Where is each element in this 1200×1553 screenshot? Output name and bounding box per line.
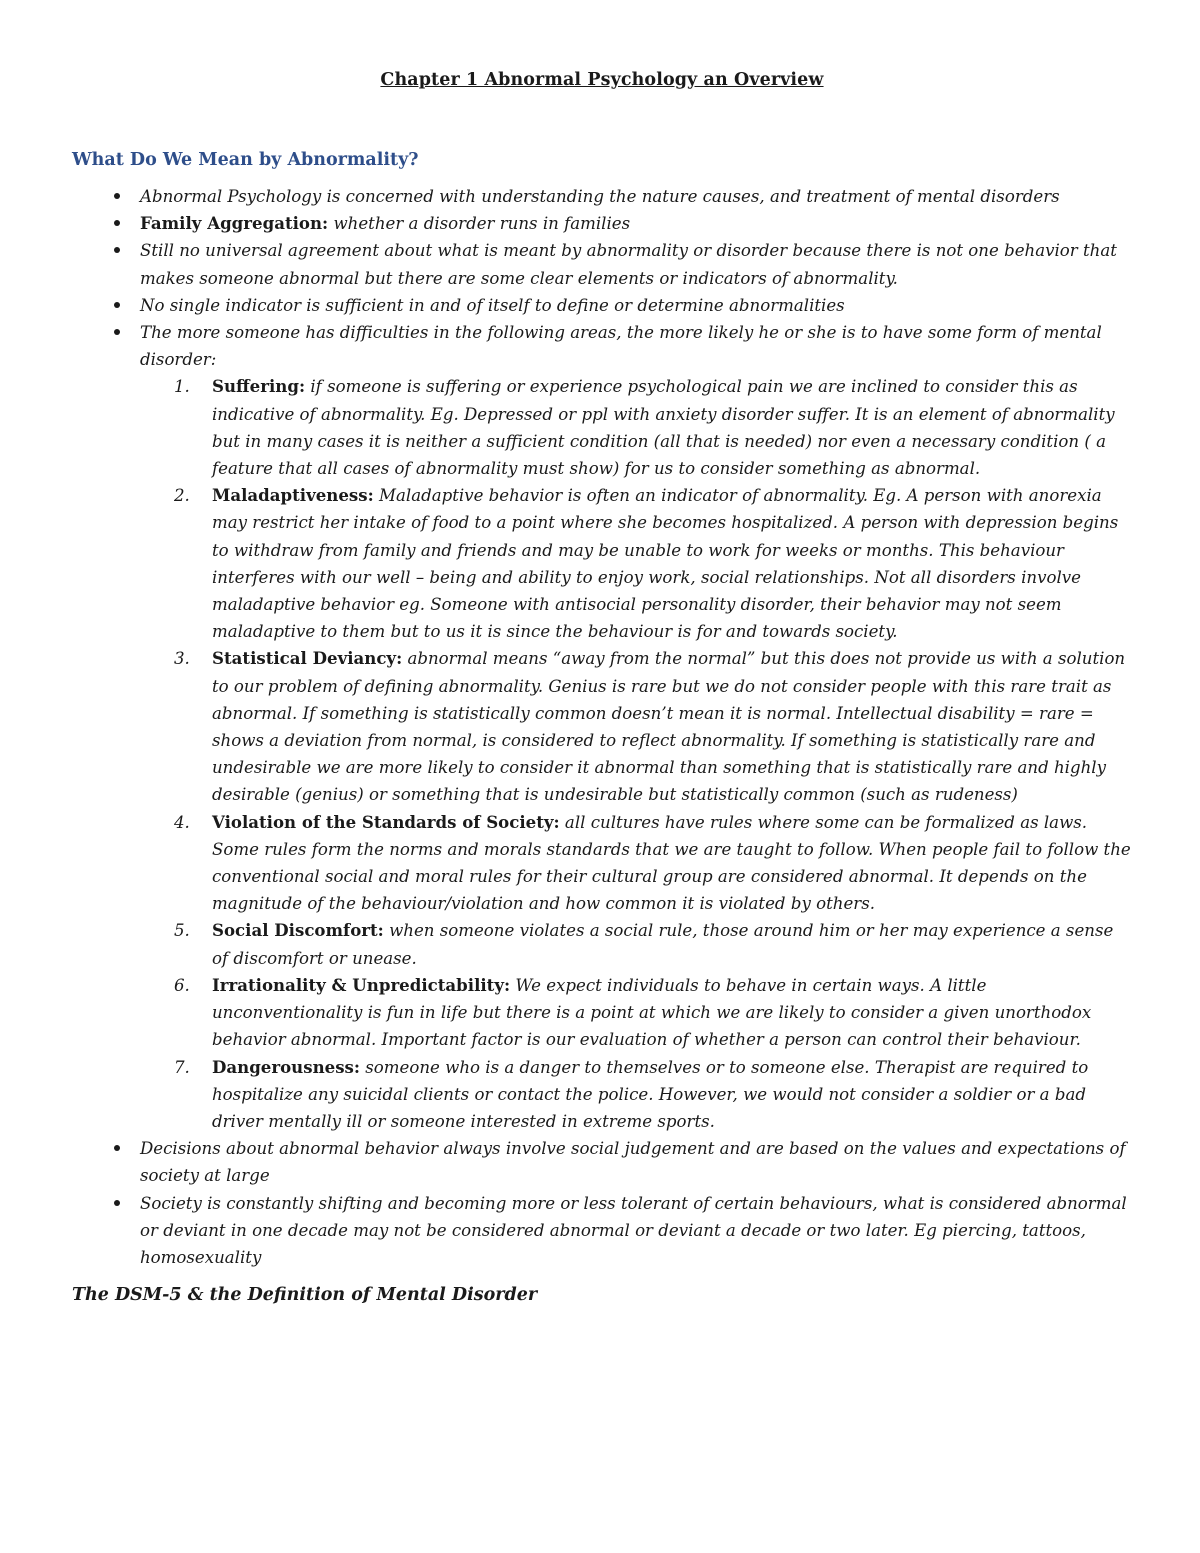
page-title: Chapter 1 Abnormal Psychology an Overview xyxy=(380,70,824,90)
bullet-text: Still no universal agreement about what is meant by abnormality or disorder because there is not one behavior that makes someone abnormal but there are some clear elements or indicators of abnormality. xyxy=(140,241,1117,288)
indicator-text: Maladaptive behavior is often an indicator of abnormality. Eg. A person with anorexia may restrict her intake of food to a point where she becomes hospitalized. A person with depression begins to withdraw from family and friends and may be unable to work for weeks or months. This behaviour interferes with our well – being and ability to enjoy work, social relationships. Not all disorders involve maladaptive behavior eg. Someone with antisocial personality disorder, their behavior may not seem maladaptive to them but to us it is since the behaviour is for and towards society. xyxy=(212,486,1119,642)
list-item xyxy=(72,183,1132,210)
indicator-term: Irrationality & Unpredictability: xyxy=(212,974,511,995)
item-number: 6. xyxy=(174,975,190,995)
indicator-term: Maladaptiveness: xyxy=(212,485,374,506)
bullet-icon xyxy=(114,302,120,308)
bullet-term: Family Aggregation: xyxy=(140,213,329,234)
bullet-text: No single indicator is sufficient in and of itself to define or determine abnormalities xyxy=(140,295,845,315)
indicator-text: We expect individuals to behave in certain ways. A little unconventionality is fun in life but there is a point at which we are likely to consider a given unorthodox behavior abnormal. Important factor is our evaluation of whether a person can control their behaviour. xyxy=(212,975,1092,1050)
bullet-icon xyxy=(114,329,120,335)
item-number: 1. xyxy=(174,377,190,397)
indicator-term: Social Discomfort: xyxy=(212,920,384,941)
list-item xyxy=(72,210,1132,237)
bullet-icon xyxy=(114,220,120,226)
bullet-icon xyxy=(114,1200,120,1206)
indicator-text: all cultures have rules where some can be formalized as laws. Some rules form the norms and morals standards that we are taught to follow. When people fail to follow the conventional social and moral rules for their cultural group are considered abnormal. It depends on the magnitude of the behaviour/violation and how common it is violated by others. xyxy=(212,812,1131,914)
item-number: 5. xyxy=(174,921,190,941)
bullet-text: Decisions about abnormal behavior always involve social judgement and are based on the values and expectations of society at large xyxy=(140,1139,1126,1186)
list-item xyxy=(72,1135,1132,1189)
indicator-term: Statistical Deviancy: xyxy=(212,648,403,669)
bullet-text: Abnormal Psychology is concerned with understanding the nature causes, and treatment of mental disorders xyxy=(140,187,1060,206)
indicator-item xyxy=(140,809,1132,918)
indicator-term: Dangerousness: xyxy=(212,1056,361,1077)
bullet-icon xyxy=(114,1145,120,1151)
indicator-text: someone who is a danger to themselves or to someone else. Therapist are required to hospitalize any suicidal clients or contact the police. However, we would not consider a soldier or a bad driver mentally ill or someone interested in extreme sports. xyxy=(212,1057,1089,1131)
indicator-item xyxy=(140,482,1132,645)
bullet-text: The more someone has difficulties in the following areas, the more likely he or she is to have some form of mental disorder: xyxy=(140,323,1102,370)
bullet-text: Society is constantly shifting and becoming more or less tolerant of certain behaviours, what is considered abnormal or deviant in one decade may not be considered abnormal or deviant a decade or two later. Eg piercing, tattoos, homosexuality xyxy=(140,1193,1127,1267)
bullet-text: whether a disorder runs in families xyxy=(328,214,631,234)
indicator-text: abnormal means “away from the normal” but this does not provide us with a solution to our problem of defining abnormality. Genius is rare but we do not consider people with this rare trait as abnormal. If something is statistically common doesn’t mean it is normal. Intellectual disability = rare = shows a deviation from normal, is considered to reflect abnormality. If something is statistically rare and undesirable we are more likely to consider it abnormal than something that is statistically rare and highly desirable (genius) or something that is undesirable but statistically common (such as rudeness) xyxy=(212,649,1126,805)
indicator-item xyxy=(140,645,1132,808)
list-item xyxy=(72,292,1132,319)
list-item xyxy=(72,1190,1132,1272)
indicator-text: when someone violates a social rule, those around him or her may experience a sense of discomfort or unease. xyxy=(212,921,1114,968)
item-number: 3. xyxy=(174,649,190,669)
indicator-item xyxy=(140,1054,1132,1136)
indicator-item xyxy=(140,972,1132,1054)
item-number: 2. xyxy=(174,486,190,506)
indicator-text: if someone is suffering or experience psychological pain we are inclined to consider this as indicative of abnormality. Eg. Depressed or ppl with anxiety disorder suffer. It is an element of abnormality but in many cases it is neither a sufficient condition (all that is needed) nor even a necessary condition ( a feature that all cases of abnormality must show) for us to consider something as abnormal. xyxy=(212,377,1115,479)
bullet-icon xyxy=(114,193,120,199)
section-heading: What Do We Mean by Abnormality? xyxy=(72,150,419,170)
list-item xyxy=(72,319,1132,1135)
bullet-icon xyxy=(114,247,120,253)
document-page xyxy=(72,70,1132,1305)
indicator-term: Suffering: xyxy=(212,376,306,397)
indicator-list xyxy=(140,373,1132,1135)
item-number: 7. xyxy=(174,1057,190,1077)
indicator-item xyxy=(140,373,1132,482)
bullet-list-top xyxy=(72,183,1132,1271)
indicator-term: Violation of the Standards of Society: xyxy=(212,811,560,832)
list-item xyxy=(72,237,1132,291)
indicator-item xyxy=(140,917,1132,971)
subsection-heading: The DSM-5 & the Definition of Mental Disorder xyxy=(72,1285,538,1306)
item-number: 4. xyxy=(174,812,190,832)
